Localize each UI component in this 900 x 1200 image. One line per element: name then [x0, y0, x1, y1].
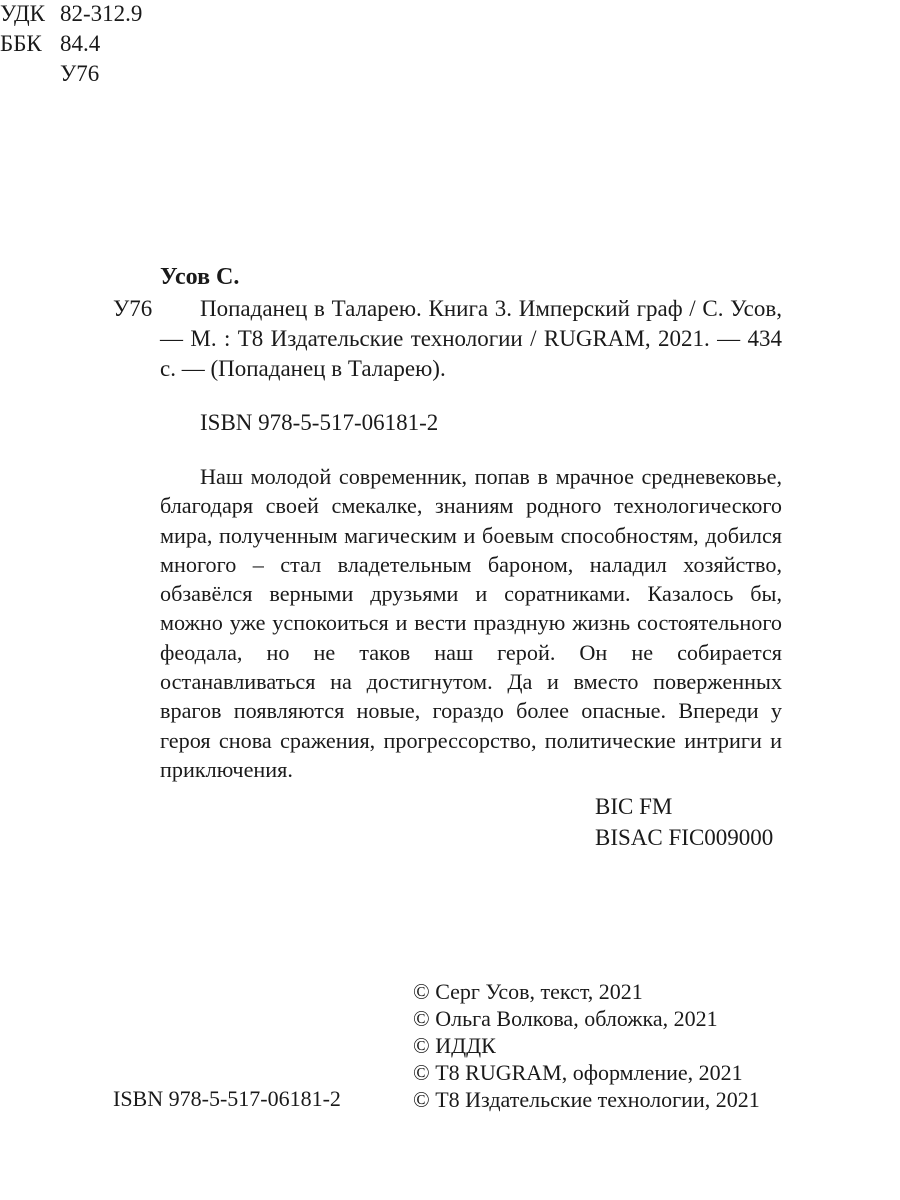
annotation-block [160, 462, 782, 784]
isbn-main: ISBN 978-5-517-06181-2 [200, 410, 439, 435]
author-code: У76 [113, 296, 153, 321]
bibliographic-description [160, 294, 782, 384]
copyright-line: © Т8 RUGRAM, оформление, 2021 [413, 1060, 743, 1085]
classification-block [0, 0, 900, 88]
udk-value: 82-312.9 [60, 1, 143, 26]
author-mark: У76 [60, 61, 100, 86]
isbn-bottom: ISBN 978-5-517-06181-2 [113, 1086, 341, 1111]
copyright-line: © Т8 Издательские технологии, 2021 [413, 1087, 760, 1112]
copyright-list [413, 978, 760, 1113]
bbk-label: ББК [0, 31, 42, 56]
bibliographic-text: Попаданец в Таларею. Книга 3. Имперский граф / С. Усов, — М. : Т8 Издательские технологии / RUGRAM, 2021. — 434 с. — (Попаданец в Таларею). [160, 296, 782, 381]
bisac-code: BISAC FIC009000 [595, 825, 774, 850]
bic-code: BIC FM [595, 794, 673, 819]
bbk-row [0, 30, 900, 58]
author-heading: Усов С. [160, 264, 240, 290]
copyright-line: © Серг Усов, текст, 2021 [413, 979, 643, 1004]
copyright-line: © Ольга Волкова, обложка, 2021 [413, 1006, 718, 1031]
bbk-value: 84.4 [60, 31, 101, 56]
udk-row [0, 0, 900, 28]
copyright-line: © ИДДК [413, 1033, 496, 1058]
author-mark-row [0, 60, 900, 88]
subject-codes [595, 791, 773, 853]
annotation-text: Наш молодой современник, попав в мрачное средневековье, благодаря своей смекалке, знаниям родного технологического мира, полученным магическим и боевым способностям, добился многого – стал владетельным бароном, наладил хозяйство, обзавёлся верными друзьями и соратниками. Казалось бы, можно уже успокоиться и вести праздную жизнь состоятельного феодала, но не таков наш герой. Он не собирается останавливаться на достигнутом. Да и вместо поверженных врагов появляются новые, гораздо более опасные. Впереди у героя снова сражения, прогрессорство, политические интриги и приключения. [160, 464, 782, 782]
udk-label: УДК [0, 1, 45, 26]
